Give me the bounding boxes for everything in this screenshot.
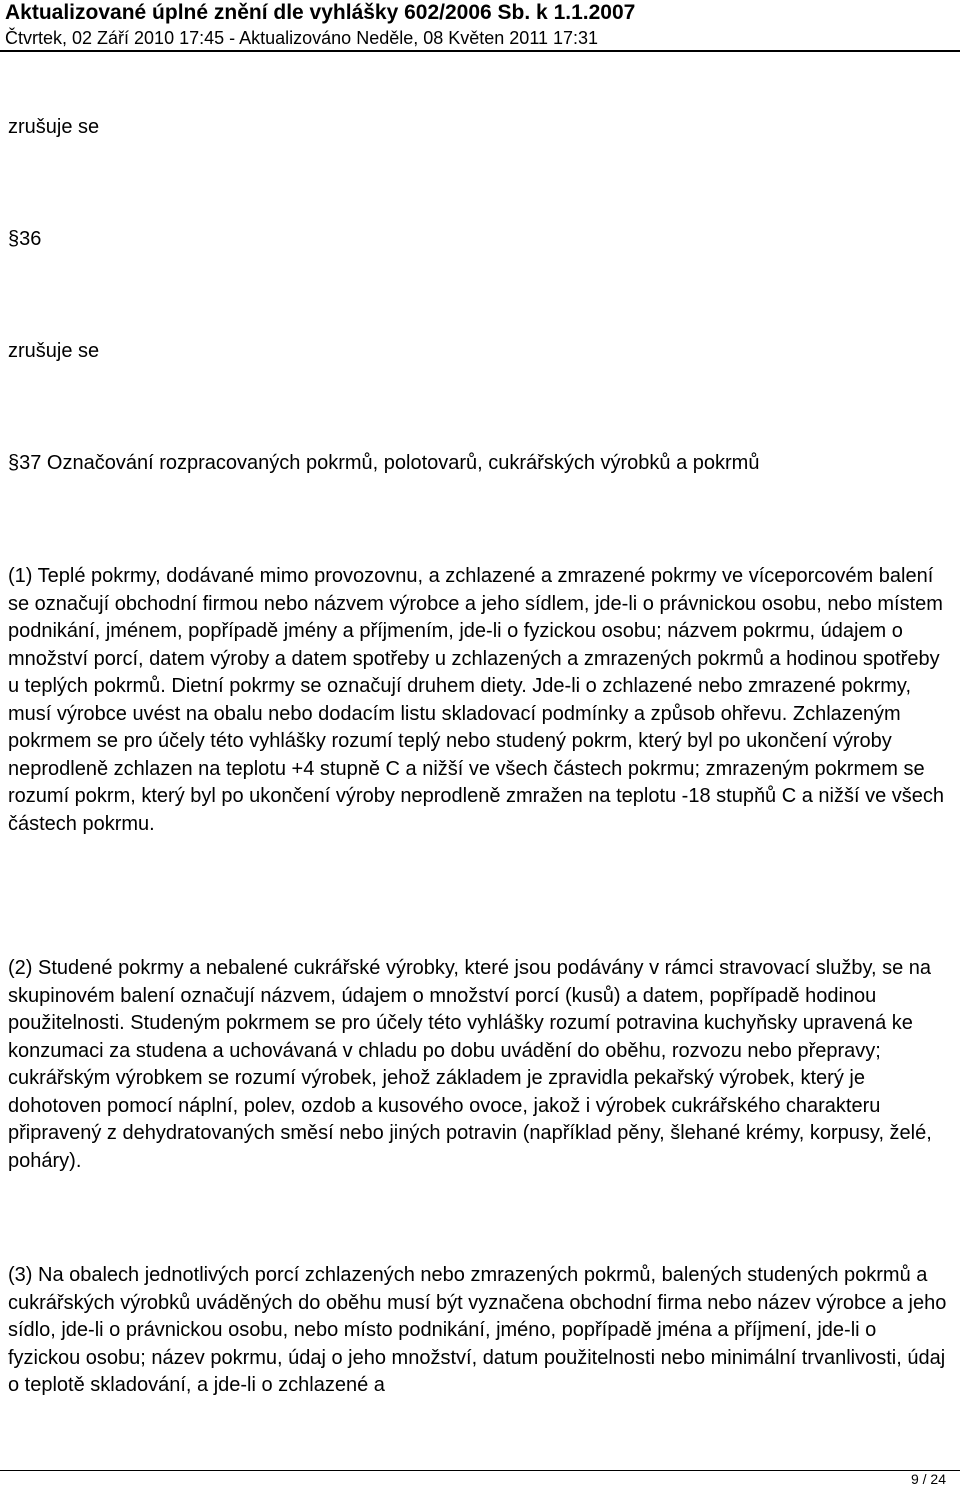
page-number: 9 / 24 <box>910 1471 946 1487</box>
repealed-note: zrušuje se <box>8 340 100 362</box>
section-heading-36: §36 <box>8 228 42 250</box>
repealed-note: zrušuje se <box>8 116 100 138</box>
document-title: Aktualizované úplné znění dle vyhlášky 602/2006 Sb. k 1.1.2007 <box>5 1 636 24</box>
document-timestamp: Čtvrtek, 02 Září 2010 17:45 - Aktualizováno Neděle, 08 Květen 2011 17:31 <box>5 28 599 48</box>
paragraph-2: (2) Studené pokrmy a nebalené cukrářské výrobky, které jsou podávány v rámci stravovací služby, se na skupinovém balení označují názvem, údajem o množství porcí (kusů) a datem, popřípadě hodinou použitelnosti. Studeným pokrmem se pro účely této vyhlášky rozumí potravina kuchyňsky upravená ke konzumaci za studena a uchovávaná v chladu po dobu uvádění do oběhu, rozvozu nebo přepravy; cukrářským výrobkem se rozumí výrobek, jehož základem je zpravidla pekařský výrobek, který je dohotoven pomocí náplní, polev, ozdob a kusového ovoce, jakož i výrobek cukrářského charakteru připravený z dehydratovaných směsí nebo jiných potravin (například pěny, šlehané krémy, korpusy, želé, poháry). <box>8 957 932 1172</box>
footer-divider <box>0 1470 960 1471</box>
paragraph-3: (3) Na obalech jednotlivých porcí zchlazených nebo zmrazených pokrmů, balených studených pokrmů a cukrářských výrobků uváděných do oběhu musí být vyznačena obchodní firma nebo název výrobce a jeho sídlo, jde-li o právnickou osobu, nebo místo podnikání, jméno, popřípadě jména a příjmení, jde-li o fyzickou osobu; název pokrmu, údaj o jeho množství, datum použitelnosti nebo minimální trvanlivosti, údaj o teplotě skladování, a jde-li o zchlazené a <box>8 1264 947 1396</box>
section-heading-37: §37 Označování rozpracovaných pokrmů, polotovarů, cukrářských výrobků a pokrmů <box>8 452 760 474</box>
paragraph-1: (1) Teplé pokrmy, dodávané mimo provozovnu, a zchlazené a zmrazené pokrmy ve víceporcovém balení se označují obchodní firmou nebo názvem výrobce a jeho sídlem, jde-li o právnickou osobu, nebo místem podnikání, jménem, popřípadě jmény a příjmením, jde-li o fyzickou osobu; názvem pokrmu, údajem o množství porcí, datem výroby a datem spotřeby u zchlazených a zmrazených pokrmů a hodinou spotřeby u teplých pokrmů. Dietní pokrmy se označují druhem diety. Jde-li o zchlazené nebo zmrazené pokrmy, musí výrobce uvést na obalu nebo dodacím listu skladovací podmínky a způsob ohřevu. Zchlazeným pokrmem se pro účely této vyhlášky rozumí teplý nebo studený pokrm, který byl po ukončení výroby neprodleně zchlazen na teplotu +4 stupně C a nižší ve všech částech pokrmu; zmrazeným pokrmem se rozumí pokrm, který byl po ukončení výroby neprodleně zmražen na teplotu -18 stupňů C a nižší ve všech částech pokrmu. <box>8 565 945 835</box>
page-header <box>0 0 960 80</box>
header-divider <box>0 50 960 52</box>
